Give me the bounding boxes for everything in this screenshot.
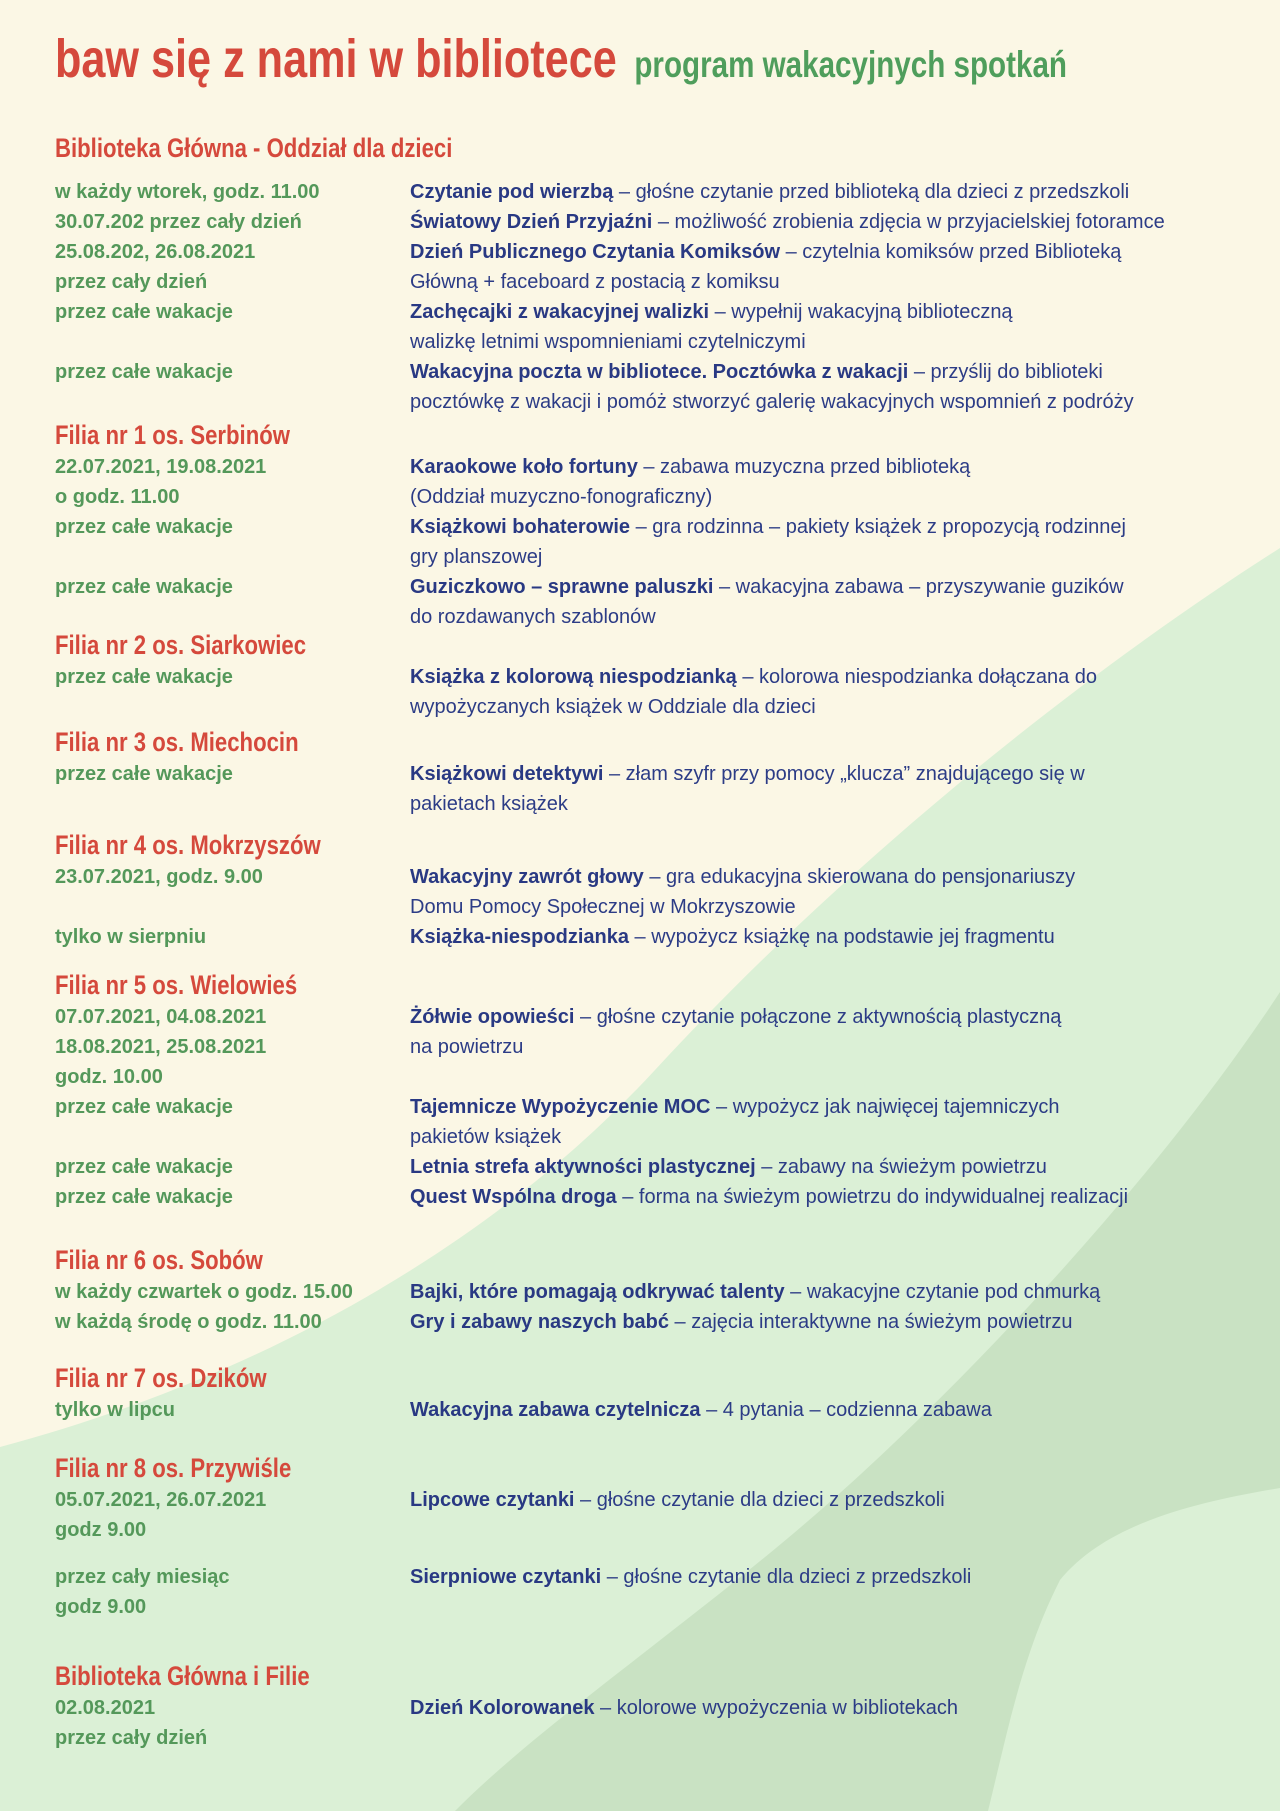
- event-desc: do rozdawanych szablonów: [410, 606, 656, 628]
- event-text: [410, 267, 780, 297]
- event-desc: – wakacyjna zabawa – przyszywanie guzików: [713, 576, 1124, 598]
- event-text: [410, 662, 1097, 692]
- schedule-row: [55, 922, 1250, 952]
- schedule-row: [55, 482, 1250, 512]
- page-title: baw się z nami w bibliotece: [55, 29, 617, 89]
- schedule-row: [55, 177, 1250, 207]
- schedule-when: przez całe wakacje: [55, 361, 233, 383]
- event-name: Książkowi bohaterowie: [410, 516, 631, 538]
- event-name: Lipcowe czytanki: [410, 1489, 575, 1511]
- event-desc: – złam szyfr przy pomocy „klucza” znajdującego się w: [603, 763, 1085, 785]
- section-filia-7: [55, 1363, 1250, 1425]
- schedule-row: [55, 1485, 1250, 1515]
- event-desc: – przyślij do biblioteki: [908, 361, 1103, 383]
- event-text: [410, 1693, 958, 1723]
- schedule-when: 22.07.2021, 19.08.2021: [55, 456, 267, 478]
- event-desc: – głośne czytanie dla dzieci z przedszkoli: [601, 1566, 972, 1588]
- event-desc: – czytelnia komiksów przed Biblioteką: [780, 241, 1122, 263]
- event-name: Dzień Kolorowanek: [410, 1697, 595, 1719]
- schedule-when: [55, 542, 410, 572]
- event-text: [410, 512, 1126, 542]
- schedule-when: [55, 387, 410, 417]
- event-desc: pakietów książek: [410, 1126, 562, 1148]
- event-text: [410, 789, 568, 819]
- section-header: Filia nr 2 os. Siarkowiec: [55, 630, 307, 660]
- schedule-when: godz. 10.00: [55, 1066, 163, 1088]
- schedule-when: 30.07.202 przez cały dzień: [55, 211, 302, 233]
- section-header: Filia nr 1 os. Serbinów: [55, 420, 290, 450]
- event-name: Książkowi detektywi: [410, 763, 604, 785]
- schedule-row: [55, 602, 1250, 632]
- schedule-when: przez całe wakacje: [55, 516, 233, 538]
- event-text: [410, 1002, 1061, 1032]
- schedule-when: [55, 789, 410, 819]
- event-desc: – możliwość zrobienia zdjęcia w przyjacielskiej fotoramce: [652, 211, 1165, 233]
- schedule-when: przez całe wakacje: [55, 1096, 233, 1118]
- event-name: Światowy Dzień Przyjaźni: [410, 211, 653, 233]
- schedule-row: [55, 1515, 1250, 1545]
- section-header: Filia nr 8 os. Przywiśle: [55, 1453, 292, 1483]
- event-name: Dzień Publicznego Czytania Komiksów: [410, 241, 781, 263]
- event-desc: – głośne czytanie dla dzieci z przedszkoli: [574, 1489, 945, 1511]
- schedule-when: godz 9.00: [55, 1596, 147, 1618]
- schedule-when: przez całe wakacje: [55, 763, 233, 785]
- event-desc: – wypożycz książkę na podstawie jej fragmentu: [628, 926, 1055, 948]
- event-desc: – kolorowe wypożyczenia w bibliotekach: [594, 1697, 958, 1719]
- event-text: [410, 1122, 561, 1152]
- event-name: Bajki, które pomagają odkrywać talenty: [410, 1281, 785, 1303]
- event-name: Wakacyjna zabawa czytelnicza: [410, 1399, 701, 1421]
- schedule-row-spacer: [55, 1545, 1250, 1562]
- event-desc: wypożyczanych książek w Oddziale dla dzieci: [410, 696, 816, 718]
- event-text: [410, 1182, 1128, 1212]
- event-name: Wakacyjny zawrót głowy: [410, 866, 644, 888]
- schedule-when: [55, 1545, 410, 1562]
- section-filia-8: [55, 1453, 1250, 1622]
- section-biblioteka-glowna: [55, 133, 1250, 417]
- section-header: Filia nr 7 os. Dzików: [55, 1363, 267, 1393]
- event-desc: – głośne czytanie przed biblioteką dla dzieci z przedszkoli: [613, 181, 1130, 203]
- event-name: Letnia strefa aktywności plastycznej: [410, 1156, 756, 1178]
- event-text: [410, 1395, 992, 1425]
- section-filia-4: [55, 830, 1250, 952]
- schedule-when: tylko w sierpniu: [55, 926, 207, 948]
- schedule-row: [55, 1307, 1250, 1337]
- event-desc: – zajęcia interaktywne na świeżym powietrzu: [669, 1311, 1073, 1333]
- schedule-row: [55, 1002, 1250, 1032]
- page-subtitle: program wakacyjnych spotkań: [634, 44, 1067, 85]
- schedule-row: [55, 1277, 1250, 1307]
- event-desc: – gra edukacyjna skierowana do pensjonariuszy: [643, 866, 1076, 888]
- event-text: [410, 1307, 1073, 1337]
- event-text: [410, 387, 1134, 417]
- schedule-row: [55, 542, 1250, 572]
- event-name: Książka z kolorową niespodzianką: [410, 666, 737, 688]
- event-text: [410, 452, 970, 482]
- event-desc: pocztówkę z wakacji i pomóż stworzyć galerię wakacyjnych wspomnień z podróży: [410, 391, 1134, 413]
- event-text: [410, 1032, 523, 1062]
- event-text: [410, 482, 712, 512]
- schedule-when: [55, 892, 410, 922]
- schedule-when: przez całe wakacje: [55, 301, 233, 323]
- schedule-row: [55, 1152, 1250, 1182]
- schedule-row: [55, 452, 1250, 482]
- schedule-when: 07.07.2021, 04.08.2021: [55, 1006, 267, 1028]
- schedule-when: godz 9.00: [55, 1519, 147, 1541]
- event-desc: – wypożycz jak najwięcej tajemniczych: [710, 1096, 1060, 1118]
- event-name: Tajemnicze Wypożyczenie MOC: [410, 1096, 711, 1118]
- event-name: Czytanie pod wierzbą: [410, 181, 614, 203]
- schedule-row: [55, 1122, 1250, 1152]
- event-name: Guziczkowo – sprawne paluszki: [410, 576, 714, 598]
- section-filia-2: [55, 630, 1250, 722]
- event-desc: Domu Pomocy Społecznej w Mokrzyszowie: [410, 896, 796, 918]
- schedule-row: [55, 387, 1250, 417]
- event-text: [410, 1092, 1059, 1122]
- event-desc: – wakacyjne czytanie pod chmurką: [784, 1281, 1101, 1303]
- schedule-when: 05.07.2021, 26.07.2021: [55, 1489, 267, 1511]
- event-text: [410, 297, 1013, 327]
- event-name: Książka-niespodzianka: [410, 926, 629, 948]
- event-desc: – wypełnij wakacyjną biblioteczną: [709, 301, 1013, 323]
- schedule-when: 23.07.2021, godz. 9.00: [55, 866, 263, 888]
- schedule-row: [55, 357, 1250, 387]
- schedule-row: [55, 892, 1250, 922]
- schedule-when: [55, 1122, 410, 1152]
- event-text: [410, 357, 1103, 387]
- section-header: Filia nr 5 os. Wielowieś: [55, 970, 298, 1000]
- section-header: Filia nr 4 os. Mokrzyszów: [55, 830, 321, 860]
- event-text: [410, 922, 1055, 952]
- event-text: [410, 327, 806, 357]
- section-filia-6: [55, 1245, 1250, 1337]
- event-text: [410, 759, 1085, 789]
- section-filia-1: [55, 420, 1250, 632]
- event-desc: – kolorowa niespodzianka dołączana do: [736, 666, 1098, 688]
- event-name: Karaokowe koło fortuny: [410, 456, 638, 478]
- section-biblioteka-glowna-i-filie: [55, 1661, 1250, 1753]
- section-header: Filia nr 6 os. Sobów: [55, 1245, 263, 1275]
- event-desc: Główną + faceboard z postacią z komiksu: [410, 271, 780, 293]
- poster-title-row: [55, 28, 1067, 90]
- event-name: Gry i zabawy naszych babć: [410, 1311, 669, 1333]
- event-desc: – forma na świeżym powietrzu do indywidualnej realizacji: [616, 1186, 1129, 1208]
- schedule-row: [55, 572, 1250, 602]
- schedule-row: [55, 759, 1250, 789]
- schedule-when: o godz. 11.00: [55, 486, 180, 508]
- schedule-row: [55, 1062, 1250, 1092]
- event-desc: walizkę letnimi wspomnieniami czytelniczymi: [410, 331, 806, 353]
- event-desc: – 4 pytania – codzienna zabawa: [700, 1399, 992, 1421]
- event-text: [410, 1277, 1100, 1307]
- event-name: Wakacyjna poczta w bibliotece. Pocztówka z wakacji: [410, 361, 909, 383]
- section-header: Biblioteka Główna i Filie: [55, 1661, 310, 1691]
- schedule-row: [55, 789, 1250, 819]
- event-desc: – gra rodzinna – pakiety książek z propozycją rodzinnej: [630, 516, 1126, 538]
- schedule-when: przez całe wakacje: [55, 1186, 233, 1208]
- schedule-row: [55, 1592, 1250, 1622]
- schedule-row: [55, 1092, 1250, 1122]
- event-desc: pakietach książek: [410, 793, 568, 815]
- event-text: [410, 602, 656, 632]
- event-text: [410, 542, 542, 572]
- schedule-row: [55, 1032, 1250, 1062]
- schedule-row: [55, 512, 1250, 542]
- event-name: Żółwie opowieści: [410, 1006, 575, 1028]
- schedule-when: 25.08.202, 26.08.2021: [55, 241, 256, 263]
- schedule-row: [55, 297, 1250, 327]
- event-text: [410, 572, 1124, 602]
- schedule-when: przez całe wakacje: [55, 576, 233, 598]
- schedule-row: [55, 237, 1250, 267]
- event-text: [410, 692, 816, 722]
- schedule-row: [55, 662, 1250, 692]
- event-text: [410, 177, 1129, 207]
- schedule-when: przez całe wakacje: [55, 666, 233, 688]
- schedule-when: w każdy czwartek o godz. 15.00: [55, 1281, 353, 1303]
- schedule-when: tylko w lipcu: [55, 1399, 176, 1421]
- schedule-when: w każdą środę o godz. 11.00: [55, 1311, 322, 1333]
- event-text: [410, 237, 1121, 267]
- schedule-when: 02.08.2021: [55, 1697, 156, 1719]
- schedule-when: przez cały miesiąc: [55, 1566, 230, 1588]
- event-name: Sierpniowe czytanki: [410, 1566, 602, 1588]
- schedule-when: w każdy wtorek, godz. 11.00: [55, 181, 320, 203]
- schedule-row: [55, 862, 1250, 892]
- event-name: Quest Wspólna droga: [410, 1186, 617, 1208]
- schedule-when: 18.08.2021, 25.08.2021: [55, 1036, 267, 1058]
- event-desc: na powietrzu: [410, 1036, 524, 1058]
- event-desc: – głośne czytanie połączone z aktywnością plastyczną: [574, 1006, 1062, 1028]
- schedule-when: przez całe wakacje: [55, 1156, 233, 1178]
- event-name: Zachęcajki z wakacyjnej walizki: [410, 301, 710, 323]
- event-text: [410, 207, 1165, 237]
- schedule-row: [55, 327, 1250, 357]
- event-desc: – zabawa muzyczna przed biblioteką: [637, 456, 971, 478]
- event-text: [410, 862, 1075, 892]
- schedule-when: [55, 602, 410, 632]
- schedule-when: [55, 692, 410, 722]
- schedule-row: [55, 1182, 1250, 1212]
- schedule-row: [55, 1395, 1250, 1425]
- schedule-row: [55, 1562, 1250, 1592]
- schedule-when: [55, 327, 410, 357]
- event-text: [410, 892, 796, 922]
- event-text: [410, 1562, 971, 1592]
- schedule-row: [55, 1723, 1250, 1753]
- section-header: Filia nr 3 os. Miechocin: [55, 727, 299, 757]
- event-desc: – zabawy na świeżym powietrzu: [755, 1156, 1047, 1178]
- schedule-row: [55, 207, 1250, 237]
- event-text: [410, 1152, 1047, 1182]
- schedule-when: przez cały dzień: [55, 271, 208, 293]
- schedule-row: [55, 267, 1250, 297]
- event-desc: (Oddział muzyczno-fonograficzny): [410, 486, 713, 508]
- schedule-row: [55, 692, 1250, 722]
- schedule-when: przez cały dzień: [55, 1727, 208, 1749]
- event-desc: gry planszowej: [410, 546, 543, 568]
- section-header: Biblioteka Główna - Oddział dla dzieci: [55, 133, 453, 163]
- event-text: [410, 1485, 945, 1515]
- section-filia-5: [55, 970, 1250, 1212]
- section-filia-3: [55, 727, 1250, 819]
- schedule-row: [55, 1693, 1250, 1723]
